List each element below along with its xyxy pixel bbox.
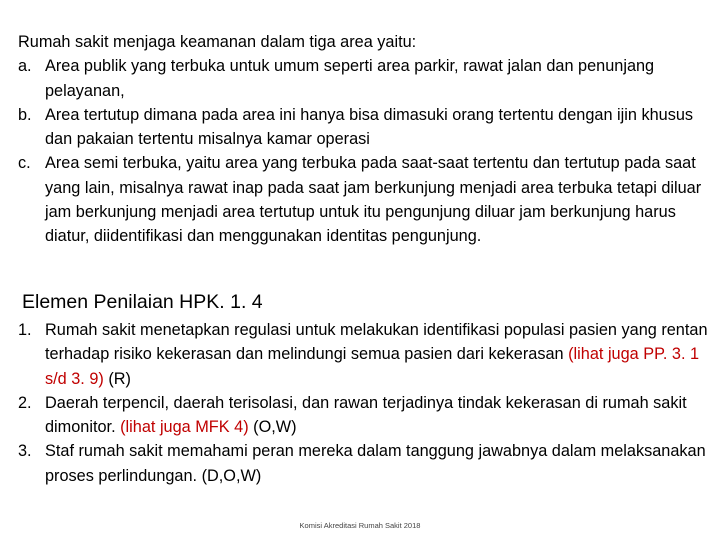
criteria-text: Staf rumah sakit memahami peran mereka dalam tanggung jawabnya dalam melaksanakan proses perlindungan.	[45, 442, 706, 485]
criteria-item-1	[18, 318, 713, 391]
area-item-a	[18, 54, 708, 103]
section-title: Elemen Penilaian HPK. 1. 4	[22, 291, 263, 313]
area-item-b	[18, 103, 708, 152]
area-item-text: Area tertutup dimana pada area ini hanya bisa dimasuki orang tertentu dengan ijin khusus dan pakaian tertentu misalnya kamar operasi	[45, 105, 694, 149]
intro-heading: Rumah sakit menjaga keamanan dalam tiga area yaitu:	[18, 33, 417, 51]
list-marker: 1.	[18, 321, 32, 339]
area-item-text: Area publik yang terbuka untuk umum seperti area parkir, rawat jalan dan penunjang pelayanan,	[45, 57, 655, 100]
area-list	[18, 54, 708, 248]
intro-section	[18, 30, 708, 249]
area-item-text: Area semi terbuka, yaitu area yang terbuka pada saat-saat tertentu dan tertutup pada saat yang lain, misalnya rawat inap pada saat jam berkunjung menjadi area terbuka tetapi diluar jam berkunjung menjadi area tertutup untuk itu pengunjung diluar jam berkunjung harus diatur, diidentifikasi dan menggunakan identitas pengunjung.	[45, 154, 702, 246]
list-marker: 2.	[18, 393, 32, 412]
area-item-c	[18, 151, 708, 248]
criteria-code: (D,O,W)	[201, 466, 262, 485]
reference-note: (lihat juga MFK 4)	[120, 418, 249, 437]
criteria-item-2	[18, 391, 713, 440]
footer-credit: Komisi Akreditasi Rumah Sakit 2018	[299, 521, 421, 530]
criteria-code: (R)	[108, 369, 131, 388]
criteria-list	[18, 318, 713, 488]
list-marker: a.	[18, 57, 32, 76]
criteria-section	[18, 318, 713, 488]
reference-note: (lihat juga PP. 3. 1 s/d 3. 9)	[45, 345, 700, 388]
list-marker: c.	[18, 154, 31, 173]
criteria-text: Rumah sakit menetapkan regulasi untuk melakukan identifikasi populasi pasien yang rentan terhadap risiko kekerasan dan melindungi semua pasien dari kekerasan	[45, 321, 708, 364]
list-marker: b.	[18, 105, 32, 124]
criteria-code: (O,W)	[253, 418, 297, 437]
criteria-item-3	[18, 439, 713, 488]
list-marker: 3.	[18, 442, 32, 461]
criteria-text: Daerah terpencil, daerah terisolasi, dan rawan terjadinya tindak kekerasan di rumah sakit dimonitor.	[45, 393, 687, 437]
